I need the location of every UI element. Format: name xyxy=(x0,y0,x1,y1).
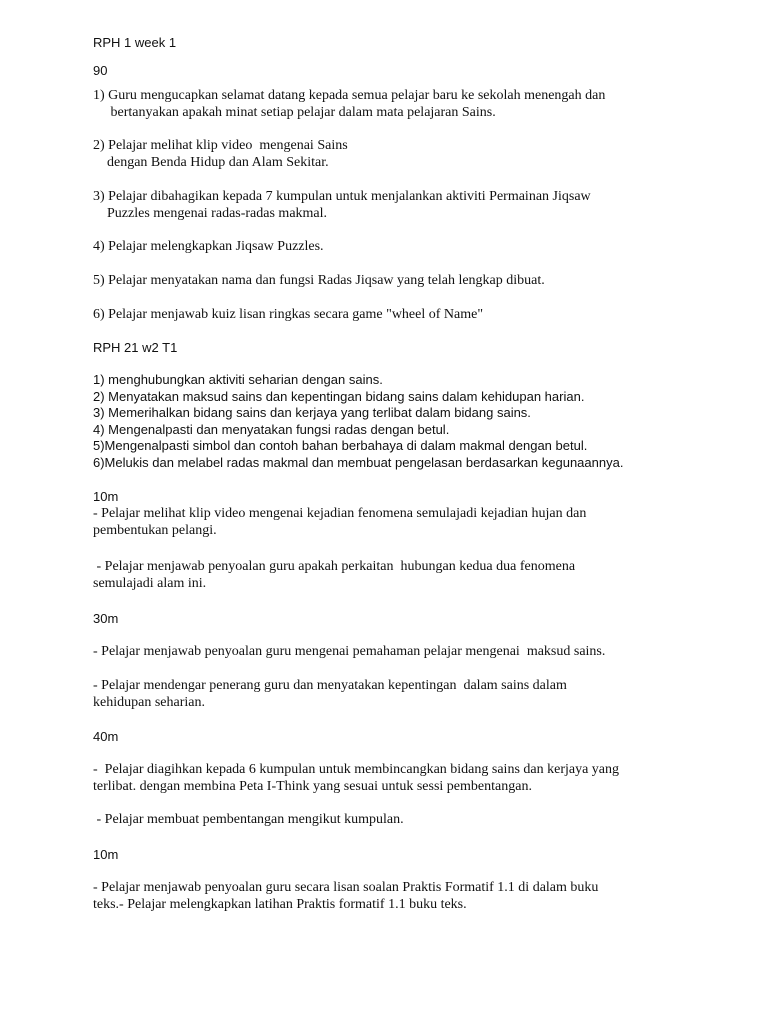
activity-line: dengan Benda Hidup dan Alam Sekitar. xyxy=(93,155,329,170)
activity-line: - Pelajar melihat klip video mengenai kejadian fenomena semulajadi kejadian hujan dan xyxy=(93,506,587,521)
activity-line: 5) Pelajar menyatakan nama dan fungsi Radas Jiqsaw yang telah lengkap dibuat. xyxy=(93,273,545,288)
time-label: 30m xyxy=(93,611,119,626)
time-label: 10m xyxy=(93,847,119,862)
activity-line: - Pelajar menjawab penyoalan guru apakah perkaitan hubungan kedua dua fenomena xyxy=(93,559,576,574)
activity-line: 2) Pelajar melihat klip video mengenai Sains xyxy=(93,138,348,153)
activity-line: semulajadi alam ini. xyxy=(93,576,207,591)
activity-line: - Pelajar menjawab penyoalan guru mengenai pemahaman pelajar mengenai maksud sains. xyxy=(93,644,606,659)
duration-label: 90 xyxy=(93,63,108,78)
activity-line: 3) Pelajar dibahagikan kepada 7 kumpulan untuk menjalankan aktiviti Permainan Jiqsaw xyxy=(93,189,591,204)
activity-line: - Pelajar mendengar penerang guru dan menyatakan kepentingan dalam sains dalam xyxy=(93,678,567,693)
objective-line: 6)Melukis dan melabel radas makmal dan membuat pengelasan berdasarkan kegunaannya. xyxy=(93,455,624,470)
section-title: RPH 21 w2 T1 xyxy=(93,340,178,355)
objective-line: 4) Mengenalpasti dan menyatakan fungsi radas dengan betul. xyxy=(93,422,450,437)
activity-line: 4) Pelajar melengkapkan Jiqsaw Puzzles. xyxy=(93,239,324,254)
objective-line: 3) Memerihalkan bidang sains dan kerjaya yang terlibat dalam bidang sains. xyxy=(93,405,531,420)
activity-line: 6) Pelajar menjawab kuiz lisan ringkas secara game "wheel of Name" xyxy=(93,307,484,322)
activity-line: - Pelajar menjawab penyoalan guru secara lisan soalan Praktis Formatif 1.1 di dalam buku xyxy=(93,880,599,895)
activity-line: pembentukan pelangi. xyxy=(93,523,217,538)
activity-line: teks.- Pelajar melengkapkan latihan Praktis formatif 1.1 buku teks. xyxy=(93,897,467,912)
time-label: 10m xyxy=(93,489,119,504)
section-title: RPH 1 week 1 xyxy=(93,35,177,50)
activity-line: - Pelajar diagihkan kepada 6 kumpulan untuk membincangkan bidang sains dan kerjaya yang xyxy=(93,762,620,777)
objective-line: 2) Menyatakan maksud sains dan kepentingan bidang sains dalam kehidupan harian. xyxy=(93,389,585,404)
activity-line: bertanyakan apakah minat setiap pelajar dalam mata pelajaran Sains. xyxy=(93,105,496,120)
objective-line: 5)Mengenalpasti simbol dan contoh bahan berbahaya di dalam makmal dengan betul. xyxy=(93,438,588,453)
objective-line: 1) menghubungkan aktiviti seharian dengan sains. xyxy=(93,372,383,387)
activity-line: - Pelajar membuat pembentangan mengikut kumpulan. xyxy=(93,812,404,827)
time-label: 40m xyxy=(93,729,119,744)
activity-line: Puzzles mengenai radas-radas makmal. xyxy=(93,206,328,221)
activity-line: terlibat. dengan membina Peta I-Think yang sesuai untuk sessi pembentangan. xyxy=(93,779,532,794)
activity-line: 1) Guru mengucapkan selamat datang kepada semua pelajar baru ke sekolah menengah dan xyxy=(93,88,606,103)
activity-line: kehidupan seharian. xyxy=(93,695,205,710)
